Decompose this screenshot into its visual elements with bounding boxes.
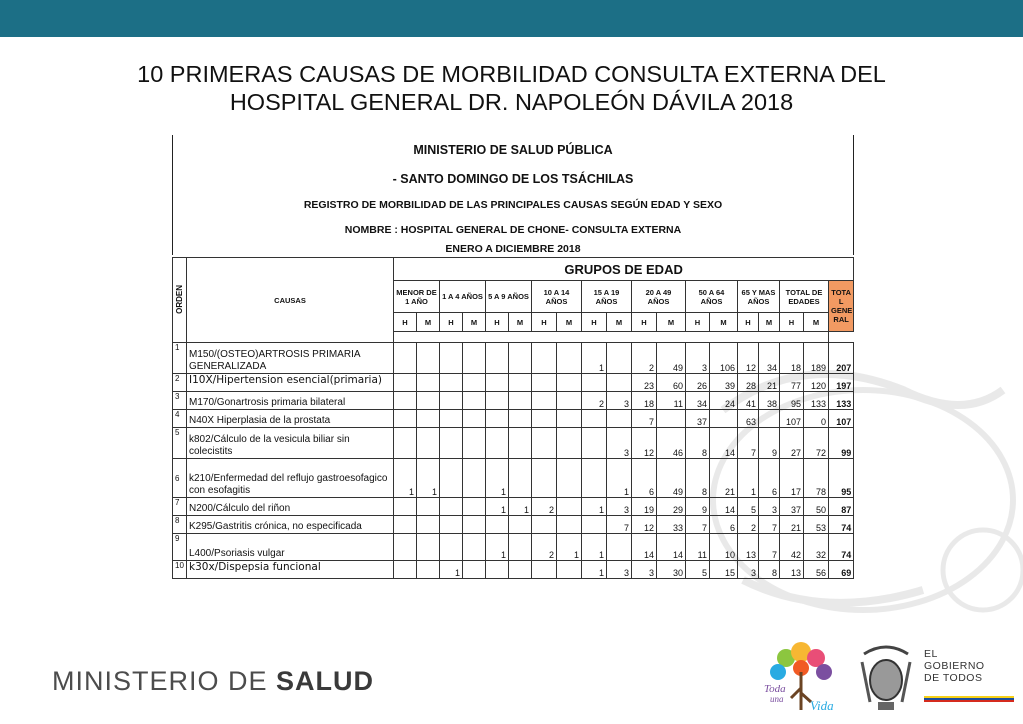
value-cell	[440, 516, 463, 534]
province-heading: - SANTO DOMINGO DE LOS TSÁCHILAS	[392, 172, 634, 186]
value-cell: 2	[532, 534, 557, 561]
value-cell: 26	[686, 374, 710, 392]
value-cell: 56	[804, 561, 829, 579]
table-row	[173, 459, 854, 498]
value-cell: 12	[738, 343, 759, 374]
value-cell: 37	[780, 498, 804, 516]
value-cell	[532, 516, 557, 534]
value-cell: 7	[759, 516, 780, 534]
value-cell: 14	[657, 534, 686, 561]
orden-cell: 7	[173, 498, 187, 516]
value-cell: 27	[780, 428, 804, 459]
table-row	[173, 410, 854, 428]
value-cell	[394, 498, 417, 516]
value-cell: 24	[710, 392, 738, 410]
value-cell	[509, 516, 532, 534]
value-cell	[417, 428, 440, 459]
value-cell: 2	[632, 343, 657, 374]
value-cell	[582, 374, 607, 392]
age-group-header: 15 A 19 AÑOS	[582, 281, 632, 313]
value-cell: 1	[417, 459, 440, 498]
value-cell: 39	[710, 374, 738, 392]
value-cell	[509, 374, 532, 392]
table-row	[173, 374, 854, 392]
sex-header: M	[509, 313, 532, 332]
value-cell	[463, 410, 486, 428]
flag-stripes	[924, 696, 1014, 702]
value-cell: 14	[710, 498, 738, 516]
value-cell: 1	[607, 459, 632, 498]
value-cell	[440, 374, 463, 392]
value-cell: 12	[632, 428, 657, 459]
value-cell	[417, 498, 440, 516]
value-cell	[509, 459, 532, 498]
value-cell: 1	[738, 459, 759, 498]
value-cell	[463, 428, 486, 459]
sex-header: M	[804, 313, 829, 332]
age-group-header: MENOR DE 1 AÑO	[394, 281, 440, 313]
sex-header: M	[710, 313, 738, 332]
causa-cell: M170/Gonartrosis primaria bilateral	[187, 392, 394, 410]
value-cell	[509, 343, 532, 374]
causa-cell: K295/Gastritis crónica, no especificada	[187, 516, 394, 534]
causa-cell: N40X Hiperplasia de la prostata	[187, 410, 394, 428]
slide-title-line2: HOSPITAL GENERAL DR. NAPOLEÓN DÁVILA 2018	[229, 89, 794, 115]
value-cell	[486, 343, 509, 374]
value-cell: 5	[738, 498, 759, 516]
total-cell: 69	[829, 561, 854, 579]
value-cell	[440, 459, 463, 498]
value-cell: 60	[657, 374, 686, 392]
sex-header: H	[440, 313, 463, 332]
value-cell: 95	[780, 392, 804, 410]
value-cell: 18	[632, 392, 657, 410]
value-cell: 8	[759, 561, 780, 579]
grupos-header: GRUPOS DE EDAD	[394, 258, 854, 281]
total-cell: 74	[829, 534, 854, 561]
sex-header: H	[394, 313, 417, 332]
total-cell: 107	[829, 410, 854, 428]
value-cell	[463, 374, 486, 392]
value-cell	[417, 392, 440, 410]
value-cell	[607, 534, 632, 561]
table-row	[173, 561, 854, 579]
value-cell: 3	[607, 428, 632, 459]
value-cell	[532, 374, 557, 392]
value-cell: 1	[394, 459, 417, 498]
value-cell: 63	[738, 410, 759, 428]
value-cell: 32	[804, 534, 829, 561]
value-cell: 1	[582, 343, 607, 374]
value-cell: 41	[738, 392, 759, 410]
una-text: una	[770, 694, 784, 704]
value-cell	[509, 561, 532, 579]
age-group-header: 5 A 9 AÑOS	[486, 281, 532, 313]
value-cell: 6	[710, 516, 738, 534]
age-group-header: 20 A 49 AÑOS	[632, 281, 686, 313]
sex-header: M	[607, 313, 632, 332]
value-cell: 1	[486, 498, 509, 516]
value-cell	[557, 428, 582, 459]
value-cell	[417, 410, 440, 428]
total-cell: 74	[829, 516, 854, 534]
value-cell: 13	[738, 534, 759, 561]
value-cell: 6	[759, 459, 780, 498]
value-cell: 28	[738, 374, 759, 392]
value-cell: 21	[780, 516, 804, 534]
causa-cell: L400/Psoriasis vulgar	[187, 534, 394, 561]
value-cell: 1	[486, 534, 509, 561]
value-cell	[486, 561, 509, 579]
slide-title-line1: 10 PRIMERAS CAUSAS DE MORBILIDAD CONSULTA EXTERNA DEL	[137, 61, 886, 87]
ecuador-coat-of-arms	[856, 642, 916, 714]
value-cell: 1	[486, 459, 509, 498]
total-cell: 87	[829, 498, 854, 516]
value-cell	[557, 374, 582, 392]
total-cell: 197	[829, 374, 854, 392]
value-cell	[394, 516, 417, 534]
top-banner	[0, 0, 1023, 37]
value-cell: 3	[607, 392, 632, 410]
value-cell: 37	[686, 410, 710, 428]
ministry-heading: MINISTERIO DE SALUD PÚBLICA	[413, 143, 613, 157]
value-cell	[759, 410, 780, 428]
value-cell: 18	[780, 343, 804, 374]
age-group-header: 65 Y MAS AÑOS	[738, 281, 780, 313]
value-cell: 15	[710, 561, 738, 579]
total-cell: 99	[829, 428, 854, 459]
orden-cell: 8	[173, 516, 187, 534]
value-cell	[394, 392, 417, 410]
value-cell: 1	[557, 534, 582, 561]
register-heading: REGISTRO DE MORBILIDAD DE LAS PRINCIPALES CAUSAS SEGÚN EDAD Y SEXO	[303, 199, 723, 211]
total-cell: 207	[829, 343, 854, 374]
value-cell: 50	[804, 498, 829, 516]
sex-header: H	[780, 313, 804, 332]
age-group-header: TOTAL DE EDADES	[780, 281, 829, 313]
value-cell	[486, 392, 509, 410]
report-period: ENERO A DICIEMBRE 2018	[445, 243, 581, 255]
value-cell: 29	[657, 498, 686, 516]
value-cell	[532, 410, 557, 428]
orden-cell: 5	[173, 428, 187, 459]
sex-header: M	[657, 313, 686, 332]
value-cell	[509, 392, 532, 410]
value-cell	[417, 374, 440, 392]
table-row	[173, 343, 854, 374]
orden-cell: 1	[173, 343, 187, 374]
value-cell: 7	[632, 410, 657, 428]
value-cell	[440, 428, 463, 459]
sex-header: M	[557, 313, 582, 332]
value-cell: 9	[759, 428, 780, 459]
value-cell: 53	[804, 516, 829, 534]
value-cell: 11	[686, 534, 710, 561]
value-cell	[440, 534, 463, 561]
value-cell: 14	[710, 428, 738, 459]
value-cell	[557, 459, 582, 498]
orden-cell: 3	[173, 392, 187, 410]
vida-text: Vida	[810, 698, 834, 713]
value-cell: 3	[607, 561, 632, 579]
value-cell	[582, 428, 607, 459]
orden-cell: 4	[173, 410, 187, 428]
value-cell	[557, 343, 582, 374]
value-cell: 14	[632, 534, 657, 561]
value-cell	[532, 343, 557, 374]
value-cell	[710, 410, 738, 428]
value-cell: 46	[657, 428, 686, 459]
value-cell: 13	[780, 561, 804, 579]
value-cell: 10	[710, 534, 738, 561]
value-cell	[532, 428, 557, 459]
sex-header: H	[686, 313, 710, 332]
age-group-header: 1 A 4 AÑOS	[440, 281, 486, 313]
value-cell	[509, 428, 532, 459]
value-cell	[557, 498, 582, 516]
slide-title	[0, 60, 1023, 116]
sex-header: H	[738, 313, 759, 332]
value-cell	[582, 516, 607, 534]
value-cell	[509, 410, 532, 428]
value-cell: 17	[780, 459, 804, 498]
value-cell	[557, 516, 582, 534]
gobierno-de-todos-logo: EL GOBIERNO DE TODOS	[924, 648, 985, 684]
table-row	[173, 428, 854, 459]
value-cell	[463, 534, 486, 561]
value-cell	[440, 343, 463, 374]
value-cell	[417, 534, 440, 561]
value-cell: 120	[804, 374, 829, 392]
value-cell: 19	[632, 498, 657, 516]
value-cell: 1	[582, 498, 607, 516]
value-cell	[463, 516, 486, 534]
causa-cell: M150/(OSTEO)ARTROSIS PRIMARIA GENERALIZADA	[187, 343, 394, 374]
total-general-header: TOTA L GENE RAL	[829, 281, 854, 332]
sex-header: H	[582, 313, 607, 332]
header-row-groups	[173, 258, 854, 281]
value-cell: 1	[582, 534, 607, 561]
value-cell: 33	[657, 516, 686, 534]
table-row	[173, 516, 854, 534]
causa-cell: N200/Cálculo del riñon	[187, 498, 394, 516]
value-cell: 1	[440, 561, 463, 579]
value-cell: 34	[759, 343, 780, 374]
spacer-cell	[394, 332, 829, 343]
morbidity-table	[172, 257, 854, 579]
orden-cell: 10	[173, 561, 187, 579]
value-cell	[394, 374, 417, 392]
value-cell	[394, 410, 417, 428]
value-cell: 49	[657, 343, 686, 374]
value-cell: 34	[686, 392, 710, 410]
value-cell: 49	[657, 459, 686, 498]
value-cell	[486, 374, 509, 392]
age-group-header: 10 A 14 AÑOS	[532, 281, 582, 313]
sex-header: M	[417, 313, 440, 332]
causas-header: CAUSAS	[187, 258, 394, 343]
orden-cell: 9	[173, 534, 187, 561]
value-cell	[463, 392, 486, 410]
value-cell	[394, 561, 417, 579]
value-cell	[532, 459, 557, 498]
table-row	[173, 498, 854, 516]
value-cell: 106	[710, 343, 738, 374]
value-cell	[440, 498, 463, 516]
total-cell: 95	[829, 459, 854, 498]
value-cell: 21	[710, 459, 738, 498]
value-cell	[486, 516, 509, 534]
value-cell: 3	[632, 561, 657, 579]
value-cell	[657, 410, 686, 428]
value-cell	[607, 343, 632, 374]
orden-cell: 6	[173, 459, 187, 498]
age-group-header: 50 A 64 AÑOS	[686, 281, 738, 313]
value-cell	[582, 459, 607, 498]
value-cell	[463, 561, 486, 579]
sex-header: M	[463, 313, 486, 332]
value-cell: 30	[657, 561, 686, 579]
value-cell	[486, 428, 509, 459]
table-row	[173, 392, 854, 410]
value-cell	[557, 392, 582, 410]
value-cell: 3	[686, 343, 710, 374]
value-cell: 7	[738, 428, 759, 459]
value-cell: 3	[738, 561, 759, 579]
orden-header: ORDEN	[173, 258, 187, 343]
causa-cell: k210/Enfermedad del reflujo gastroesofagico con esofagitis	[187, 459, 394, 498]
value-cell: 77	[780, 374, 804, 392]
value-cell	[440, 410, 463, 428]
value-cell	[532, 561, 557, 579]
value-cell	[557, 410, 582, 428]
value-cell: 3	[759, 498, 780, 516]
value-cell	[607, 374, 632, 392]
table-row	[173, 534, 854, 561]
value-cell: 7	[759, 534, 780, 561]
value-cell	[509, 534, 532, 561]
value-cell	[463, 343, 486, 374]
value-cell	[607, 410, 632, 428]
value-cell: 8	[686, 459, 710, 498]
value-cell	[417, 516, 440, 534]
orden-cell: 2	[173, 374, 187, 392]
todo-text: Toda	[764, 683, 786, 695]
value-cell	[582, 410, 607, 428]
report-header	[172, 135, 854, 255]
hospital-name: NOMBRE : HOSPITAL GENERAL DE CHONE- CONSULTA EXTERNA	[344, 224, 682, 236]
total-cell: 133	[829, 392, 854, 410]
value-cell	[417, 561, 440, 579]
causa-cell: I10X/Hipertension esencial(primaria)	[187, 374, 394, 392]
value-cell	[394, 534, 417, 561]
value-cell	[394, 428, 417, 459]
value-cell: 23	[632, 374, 657, 392]
value-cell: 72	[804, 428, 829, 459]
value-cell	[394, 343, 417, 374]
value-cell: 107	[780, 410, 804, 428]
ministerio-salud-logo: MINISTERIO DE SALUD	[52, 666, 375, 696]
sex-header: H	[632, 313, 657, 332]
value-cell: 12	[632, 516, 657, 534]
value-cell: 133	[804, 392, 829, 410]
value-cell: 21	[759, 374, 780, 392]
toda-una-vida-logo	[756, 638, 846, 716]
value-cell: 7	[607, 516, 632, 534]
value-cell: 78	[804, 459, 829, 498]
value-cell: 11	[657, 392, 686, 410]
value-cell	[463, 459, 486, 498]
sex-header: H	[486, 313, 509, 332]
value-cell: 7	[686, 516, 710, 534]
sex-header: H	[532, 313, 557, 332]
value-cell: 3	[607, 498, 632, 516]
value-cell: 2	[532, 498, 557, 516]
value-cell: 6	[632, 459, 657, 498]
value-cell: 0	[804, 410, 829, 428]
value-cell	[486, 410, 509, 428]
value-cell: 8	[686, 428, 710, 459]
value-cell	[440, 392, 463, 410]
causa-cell: k802/Cálculo de la vesicula biliar sin colecistits	[187, 428, 394, 459]
sex-header: M	[759, 313, 780, 332]
value-cell: 2	[738, 516, 759, 534]
value-cell: 1	[509, 498, 532, 516]
value-cell	[417, 343, 440, 374]
value-cell: 2	[582, 392, 607, 410]
value-cell: 38	[759, 392, 780, 410]
value-cell: 42	[780, 534, 804, 561]
value-cell	[463, 498, 486, 516]
value-cell	[557, 561, 582, 579]
value-cell	[532, 392, 557, 410]
value-cell: 1	[582, 561, 607, 579]
value-cell: 5	[686, 561, 710, 579]
value-cell: 189	[804, 343, 829, 374]
value-cell: 9	[686, 498, 710, 516]
causa-cell: k30x/Dispepsia funcional	[187, 561, 394, 579]
